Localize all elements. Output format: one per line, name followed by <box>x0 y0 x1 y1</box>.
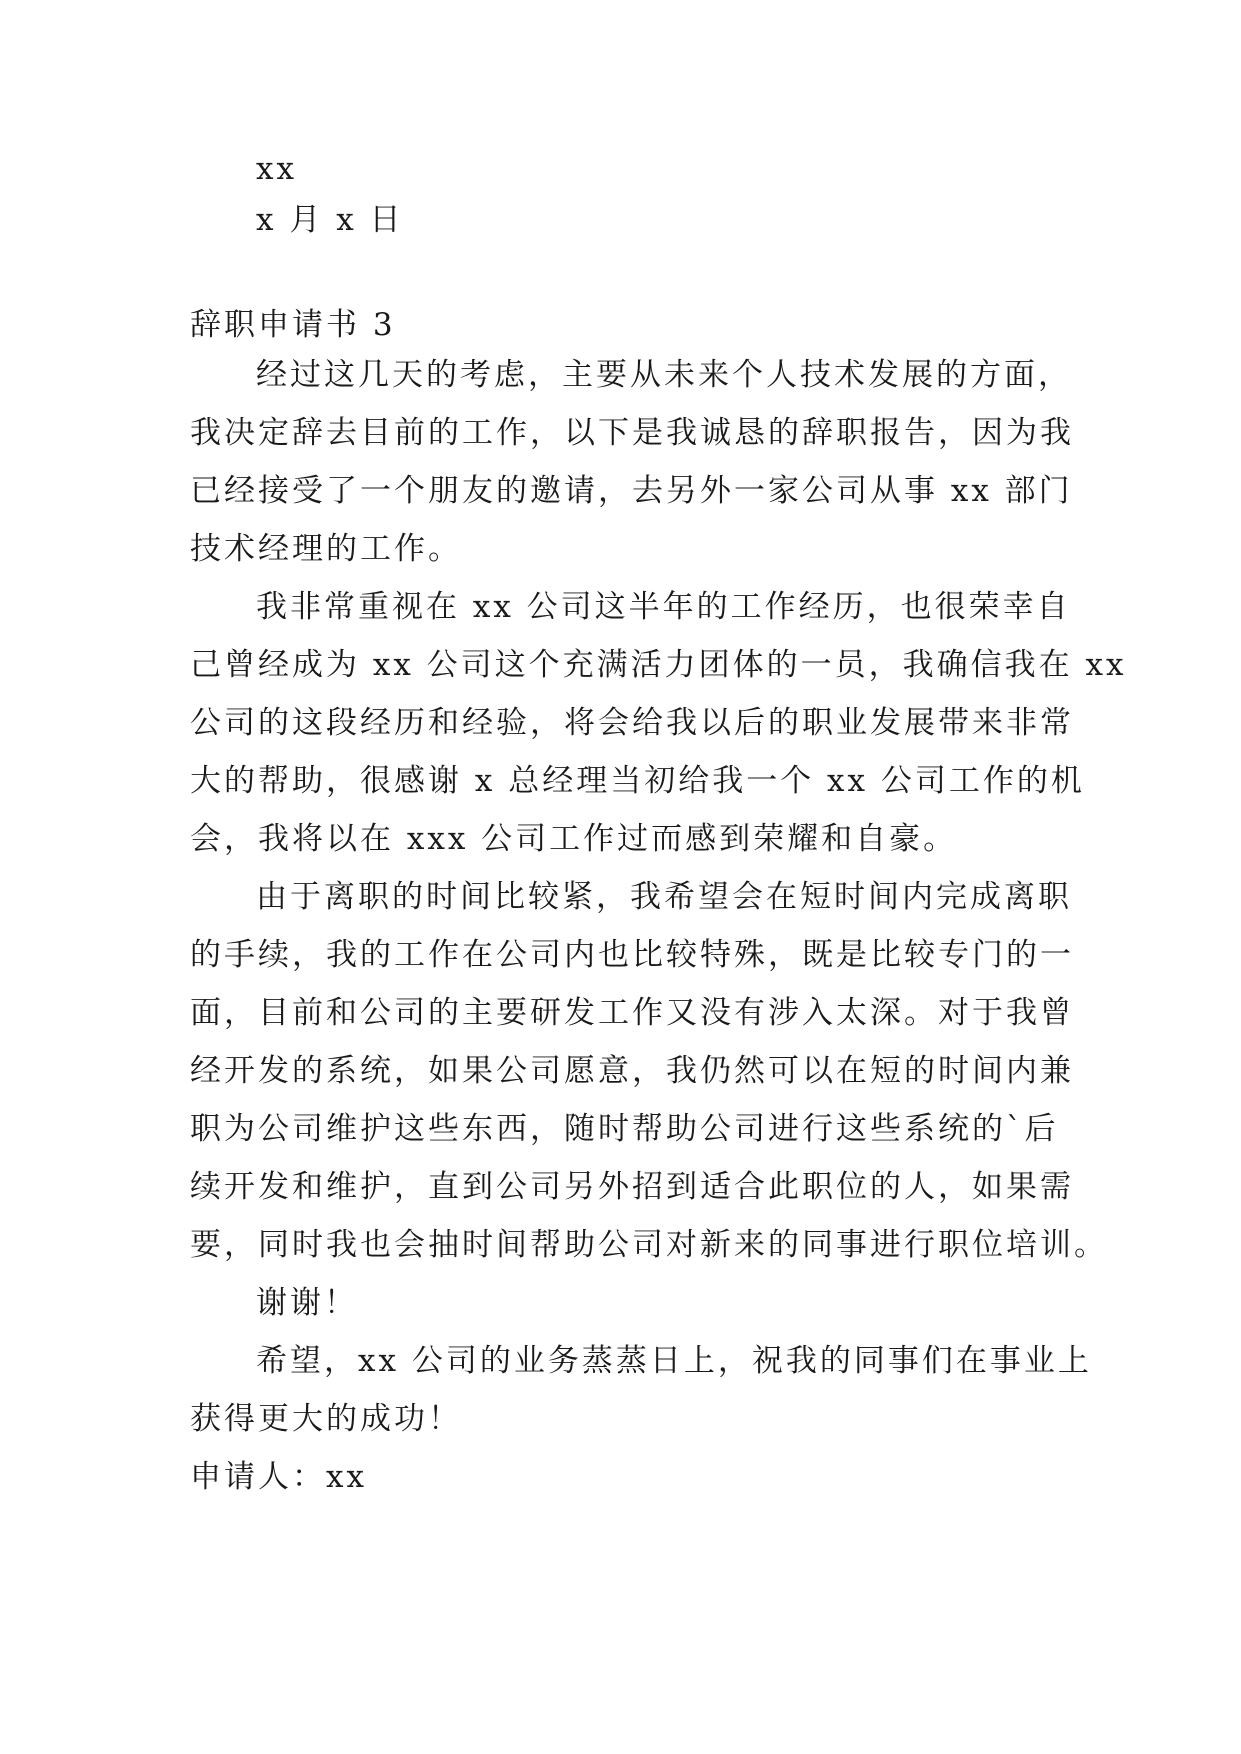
paragraph-1 <box>190 346 1074 578</box>
paragraph-line: 我决定辞去目前的工作，以下是我诚恳的辞职报告，因为我 <box>190 415 1074 451</box>
paragraph-3 <box>190 868 1108 1274</box>
paragraph-line: 我非常重视在 xx 公司这半年的工作经历，也很荣幸自 <box>256 589 1071 625</box>
paragraph-line: 职为公司维护这些东西，随时帮助公司进行这些系统的`后 <box>190 1111 1059 1147</box>
paragraph-line: 已经接受了一个朋友的邀请，去另外一家公司从事 xx 部门 <box>190 473 1073 509</box>
paragraph-line: 会，我将以在 xxx 公司工作过而感到荣耀和自豪。 <box>190 821 958 857</box>
paragraph-line: 获得更大的成功！ <box>190 1401 462 1437</box>
paragraph-line: 的手续，我的工作在公司内也比较特殊，既是比较专门的一 <box>190 937 1074 973</box>
applicant-name: 申请人：xx <box>190 1459 367 1495</box>
paragraph-line: 经开发的系统，如果公司愿意，我仍然可以在短的时间内兼 <box>190 1053 1074 1089</box>
paragraph-line: 由于离职的时间比较紧，我希望会在短时间内完成离职 <box>256 879 1072 915</box>
paragraph-line: 技术经理的工作。 <box>190 531 462 567</box>
paragraph-line: 面，目前和公司的主要研发工作又没有涉入太深。对于我曾 <box>190 995 1074 1031</box>
previous-letter-signer: xx <box>256 151 297 187</box>
paragraph-line: 续开发和维护，直到公司另外招到适合此职位的人，如果需 <box>190 1169 1074 1205</box>
applicant-line <box>190 1448 1050 1506</box>
paragraph-2 <box>190 578 1127 868</box>
letter-title: 辞职申请书 3 <box>190 307 396 343</box>
paragraph-line: 大的帮助，很感谢 x 总经理当初给我一个 xx 公司工作的机 <box>190 763 1085 799</box>
paragraph-line: 希望，xx 公司的业务蒸蒸日上，祝我的同事们在事业上 <box>256 1343 1092 1379</box>
paragraph-4 <box>190 1274 1050 1332</box>
paragraph-line: 要，同时我也会抽时间帮助公司对新来的同事进行职位培训。 <box>190 1227 1108 1263</box>
paragraph-line: 己曾经成为 xx 公司这个充满活力团体的一员，我确信我在 xx <box>190 647 1127 683</box>
paragraph-line: 经过这几天的考虑，主要从未来个人技术发展的方面， <box>256 357 1072 393</box>
paragraph-line: 谢谢！ <box>256 1285 358 1321</box>
letter-body <box>190 346 1127 1506</box>
paragraph-line: 公司的这段经历和经验，将会给我以后的职业发展带来非常 <box>190 705 1074 741</box>
previous-letter-date: x 月 x 日 <box>256 202 404 238</box>
paragraph-5 <box>190 1332 1092 1448</box>
